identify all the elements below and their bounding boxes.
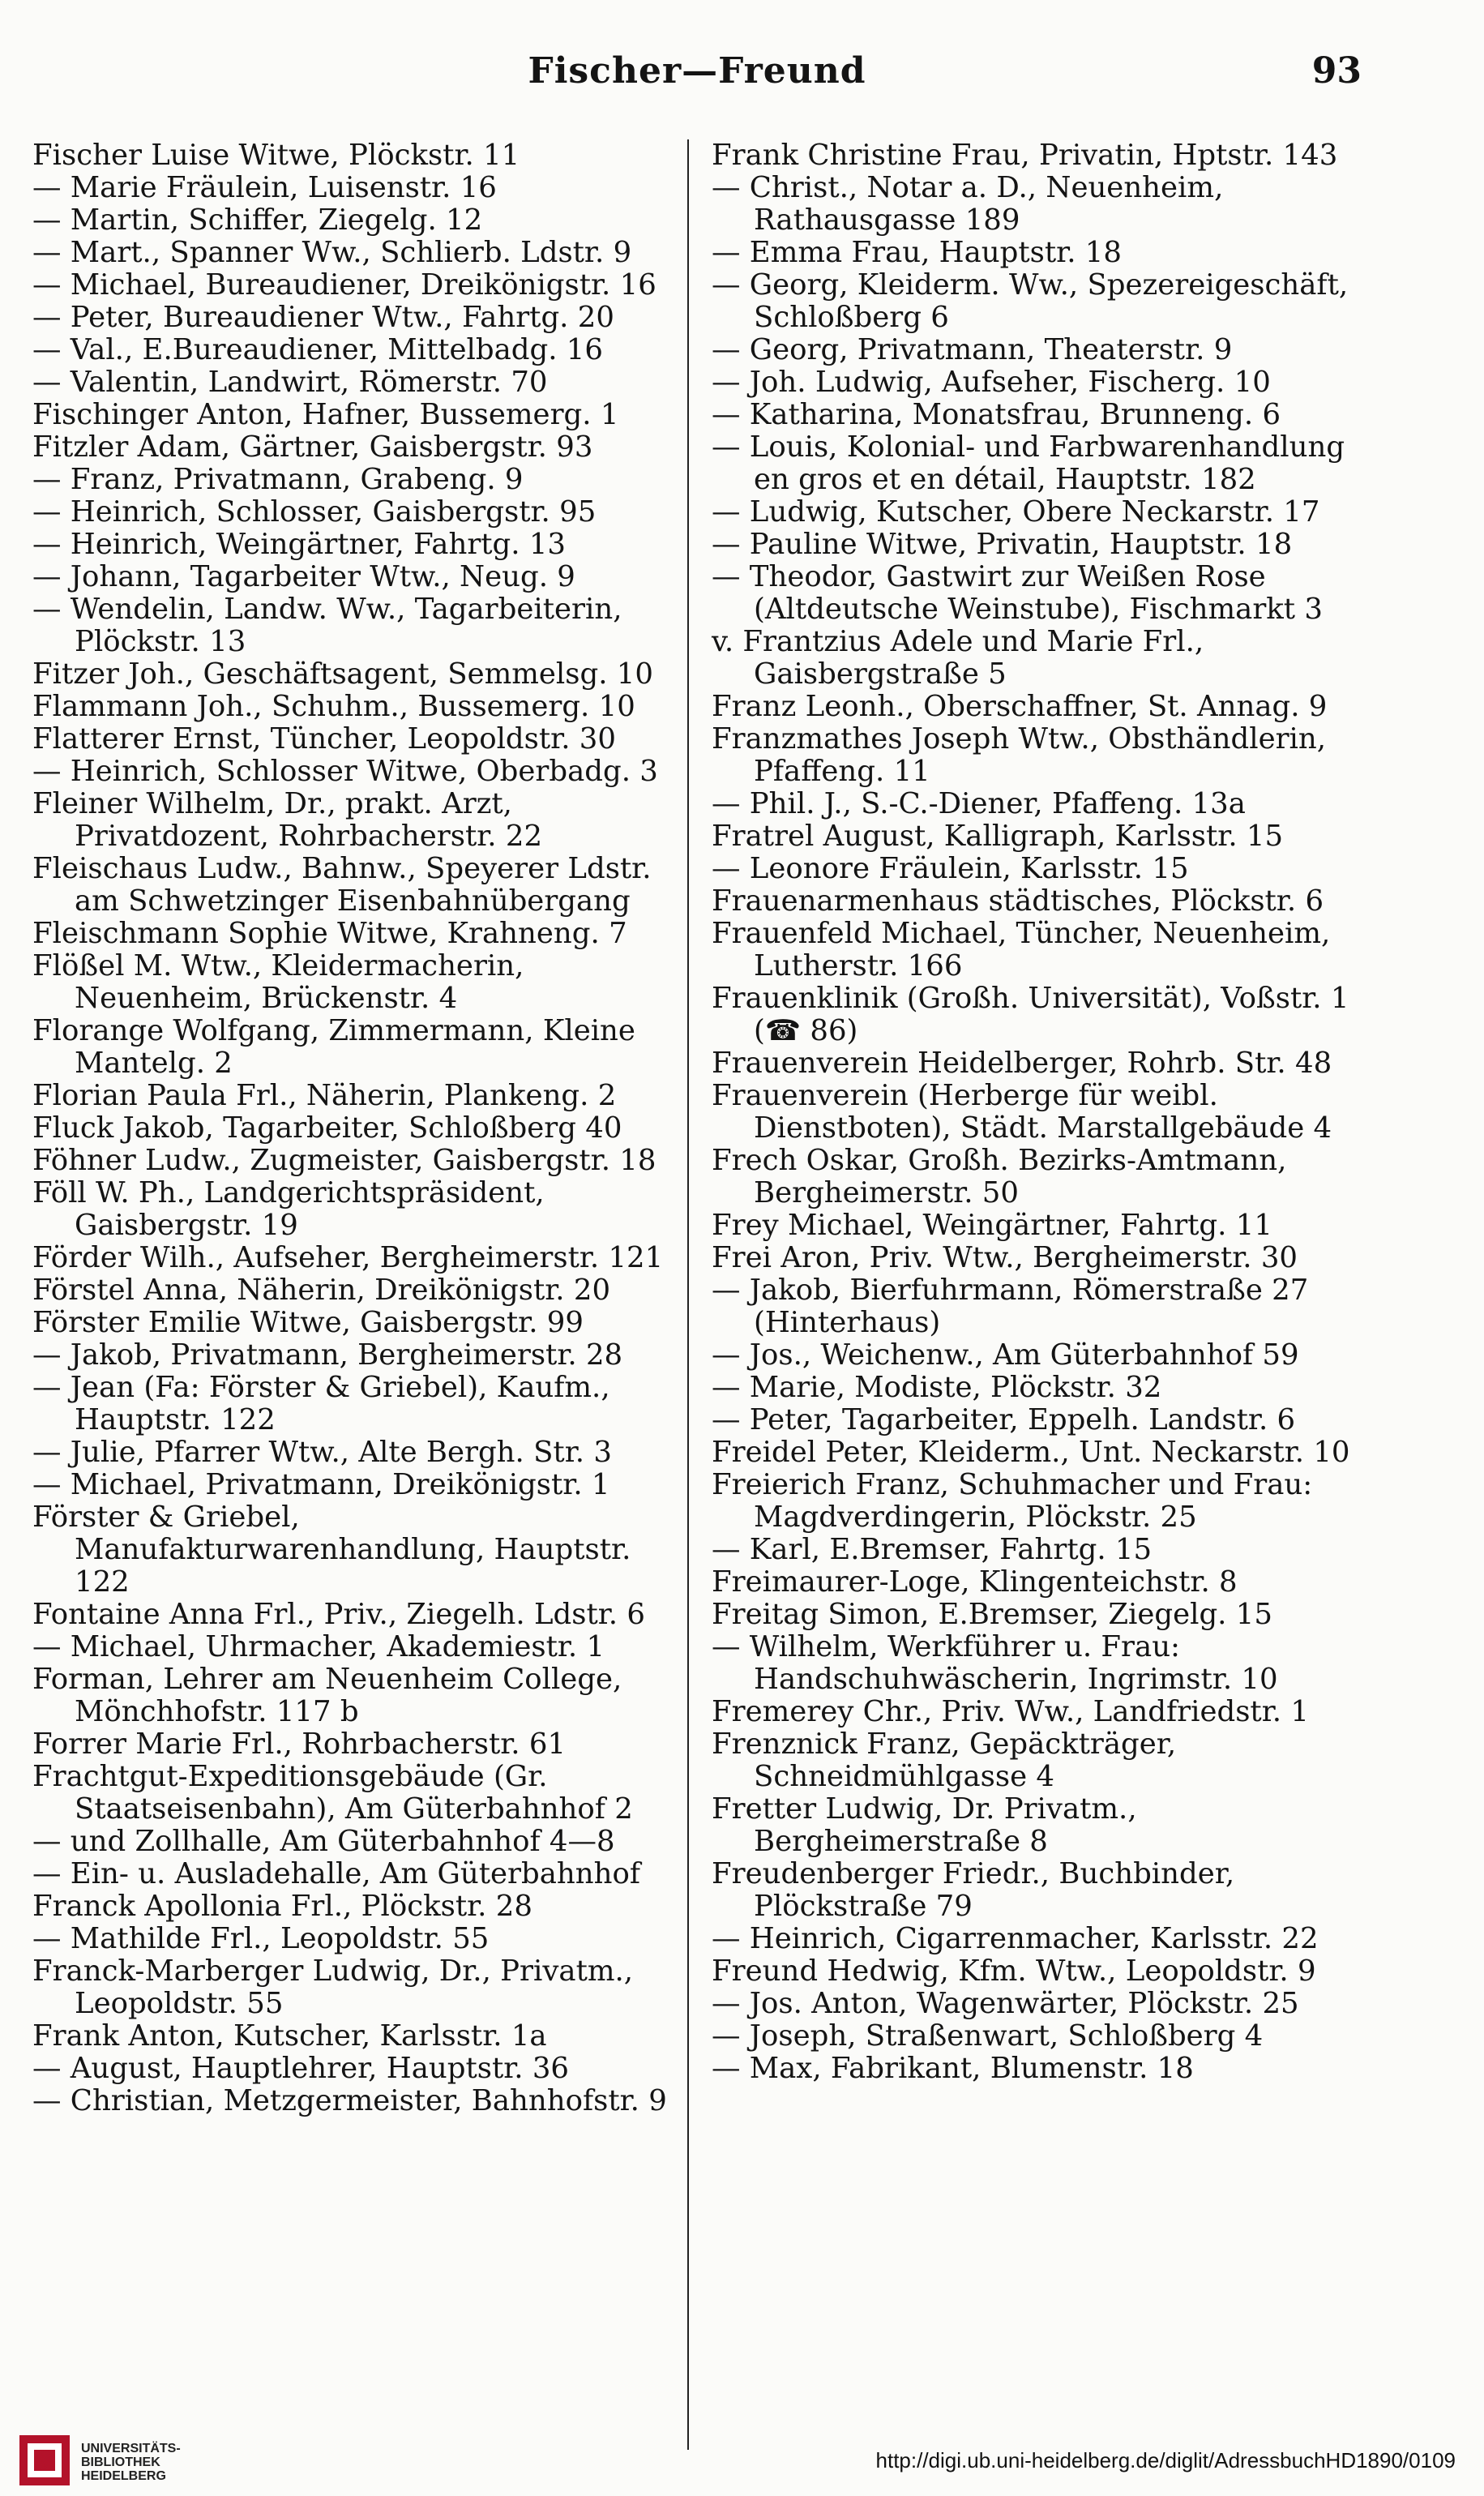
library-name-line-2: BIBLIOTHEK: [81, 2455, 160, 2469]
directory-entry: — Georg, Privatmann, Theaterstr. 9: [712, 333, 1233, 366]
directory-entry: Franz Leonh., Oberschaffner, St. Annag. 9: [712, 690, 1328, 723]
university-library-logo-icon: [16, 2432, 73, 2489]
directory-entry: — Jean (Fa: Förster & Griebel), Kaufm., Hauptstr. 122: [32, 1371, 610, 1436]
directory-entry: Forman, Lehrer am Neuenheim College, Mönchhofstr. 117 b: [32, 1663, 622, 1728]
directory-entry: — Georg, Kleiderm. Ww., Spezereigeschäft, Schloßberg 6: [712, 268, 1349, 334]
directory-entry: — Christ., Notar a. D., Neuenheim, Rathausgasse 189: [712, 171, 1224, 237]
directory-entry: Fretter Ludwig, Dr. Privatm., Bergheimerstraße 8: [712, 1792, 1137, 1858]
directory-entry: Frank Christine Frau, Privatin, Hptstr. 143: [712, 139, 1338, 172]
directory-entry: — August, Hauptlehrer, Hauptstr. 36: [32, 2052, 570, 2085]
directory-entry: — Phil. J., S.-C.-Diener, Pfaffeng. 13a: [712, 787, 1246, 820]
directory-entry: Florian Paula Frl., Näherin, Plankeng. 2: [32, 1079, 617, 1112]
directory-entry: — Louis, Kolonial- und Farbwarenhandlung en gros et en détail, Hauptstr. 182: [712, 430, 1345, 496]
directory-entry: Freidel Peter, Kleiderm., Unt. Neckarstr. 10: [712, 1436, 1350, 1469]
directory-entry: Fleischaus Ludw., Bahnw., Speyerer Ldstr. am Schwetzinger Eisenbahnübergang: [32, 852, 652, 918]
directory-entry: Freudenberger Friedr., Buchbinder, Plöckstraße 79: [712, 1857, 1235, 1923]
directory-entry: Frachtgut-Expeditionsgebäude (Gr. Staatseisenbahn), Am Güterbahnhof 2: [32, 1760, 633, 1826]
directory-entry: Frauenverein Heidelberger, Rohrb. Str. 48: [712, 1047, 1332, 1080]
directory-entry: Frauenarmenhaus städtisches, Plöckstr. 6: [712, 884, 1324, 918]
directory-entry: — Leonore Fräulein, Karlsstr. 15: [712, 852, 1189, 885]
directory-entry: Fluck Jakob, Tagarbeiter, Schloßberg 40: [32, 1111, 622, 1145]
directory-entry: Fitzler Adam, Gärtner, Gaisbergstr. 93: [32, 430, 593, 464]
directory-entry: Franck-Marberger Ludwig, Dr., Privatm., Leopoldstr. 55: [32, 1954, 634, 2020]
directory-entry: — Mart., Spanner Ww., Schlierb. Ldstr. 9: [32, 236, 632, 269]
left-column: [32, 139, 685, 2117]
directory-entry: — Valentin, Landwirt, Römerstr. 70: [32, 366, 548, 399]
directory-entry: — Jakob, Privatmann, Bergheimerstr. 28: [32, 1338, 623, 1372]
directory-entry: — Jakob, Bierfuhrmann, Römerstraße 27 (Hinterhaus): [712, 1274, 1309, 1339]
running-title: Fischer—Freund: [528, 50, 866, 92]
directory-entry: Frauenfeld Michael, Tüncher, Neuenheim, Lutherstr. 166: [712, 917, 1331, 983]
directory-entry: Frey Michael, Weingärtner, Fahrtg. 11: [712, 1209, 1272, 1242]
directory-entry: Förster & Griebel, Manufakturwarenhandlung, Hauptstr. 122: [32, 1501, 631, 1599]
footer: [0, 2424, 1484, 2496]
directory-entry: — Heinrich, Weingärtner, Fahrtg. 13: [32, 528, 567, 561]
library-name: [81, 2442, 181, 2483]
directory-entry: Förster Emilie Witwe, Gaisbergstr. 99: [32, 1306, 584, 1339]
directory-entry: Frauenklinik (Großh. Universität), Voßstr. 1 (☎ 86): [712, 982, 1349, 1047]
directory-entry: Florange Wolfgang, Zimmermann, Kleine Mantelg. 2: [32, 1014, 635, 1080]
source-url[interactable]: http://digi.ub.uni-heidelberg.de/diglit/AdressbuchHD1890/0109: [875, 2448, 1456, 2472]
directory-entry: — Joh. Ludwig, Aufseher, Fischerg. 10: [712, 366, 1271, 399]
directory-entry: Freund Hedwig, Kfm. Wtw., Leopoldstr. 9: [712, 1954, 1316, 1988]
directory-entry: Freierich Franz, Schuhmacher und Frau: Magdverdingerin, Plöckstr. 25: [712, 1468, 1313, 1534]
directory-entry: Frank Anton, Kutscher, Karlsstr. 1a: [32, 2019, 547, 2053]
directory-entry: Flammann Joh., Schuhm., Bussemerg. 10: [32, 690, 635, 723]
directory-entry: Flößel M. Wtw., Kleidermacherin, Neuenheim, Brückenstr. 4: [32, 949, 524, 1015]
directory-entry: — Christian, Metzgermeister, Bahnhofstr. 9: [32, 2084, 667, 2117]
directory-entry: — Heinrich, Cigarrenmacher, Karlsstr. 22: [712, 1922, 1319, 1955]
directory-entry: — Julie, Pfarrer Wtw., Alte Bergh. Str. 3: [32, 1436, 612, 1469]
directory-entry: Fischer Luise Witwe, Plöckstr. 11: [32, 139, 520, 172]
directory-entry: Forrer Marie Frl., Rohrbacherstr. 61: [32, 1728, 567, 1761]
directory-entry: — Heinrich, Schlosser, Gaisbergstr. 95: [32, 495, 597, 529]
directory-entry: Förstel Anna, Näherin, Dreikönigstr. 20: [32, 1274, 611, 1307]
directory-entry: — Wilhelm, Werkführer u. Frau: Handschuhwäscherin, Ingrimstr. 10: [712, 1630, 1278, 1696]
directory-entry: v. Frantzius Adele und Marie Frl., Gaisbergstraße 5: [712, 625, 1204, 691]
directory-entry: — Jos., Weichenw., Am Güterbahnhof 59: [712, 1338, 1299, 1372]
directory-entry: Freitag Simon, E.Bremser, Ziegelg. 15: [712, 1598, 1272, 1631]
directory-entry: — Wendelin, Landw. Ww., Tagarbeiterin, Plöckstr. 13: [32, 593, 622, 658]
directory-entry: Fischinger Anton, Hafner, Bussemerg. 1: [32, 398, 619, 431]
directory-entry: Fleiner Wilhelm, Dr., prakt. Arzt, Privatdozent, Rohrbacherstr. 22: [32, 787, 543, 853]
directory-entry: — Michael, Privatmann, Dreikönigstr. 1: [32, 1468, 610, 1501]
directory-entry: — Theodor, Gastwirt zur Weißen Rose (Altdeutsche Weinstube), Fischmarkt 3: [712, 560, 1323, 626]
directory-entry: Flatterer Ernst, Tüncher, Leopoldstr. 30: [32, 722, 616, 756]
directory-entry: — Marie Fräulein, Luisenstr. 16: [32, 171, 497, 204]
directory-entry: Frech Oskar, Großh. Bezirks-Amtmann, Bergheimerstr. 50: [712, 1144, 1287, 1209]
directory-entry: — Ludwig, Kutscher, Obere Neckarstr. 17: [712, 495, 1320, 529]
directory-entry: — Peter, Bureaudiener Wtw., Fahrtg. 20: [32, 301, 614, 334]
directory-entry: — Val., E.Bureaudiener, Mittelbadg. 16: [32, 333, 603, 366]
right-column: [712, 139, 1364, 2085]
directory-entry: — Martin, Schiffer, Ziegelg. 12: [32, 203, 483, 237]
directory-entry: — Michael, Uhrmacher, Akademiestr. 1: [32, 1630, 605, 1663]
directory-entry: — Emma Frau, Hauptstr. 18: [712, 236, 1122, 269]
directory-entry: Frei Aron, Priv. Wtw., Bergheimerstr. 30: [712, 1241, 1298, 1274]
directory-entry: — Peter, Tagarbeiter, Eppelh. Landstr. 6: [712, 1403, 1296, 1436]
directory-entry: Frauenverein (Herberge für weibl. Dienstboten), Städt. Marstallgebäude 4: [712, 1079, 1332, 1145]
library-name-line-1: UNIVERSITÄTS-: [81, 2442, 181, 2455]
directory-entry: — Jos. Anton, Wagenwärter, Plöckstr. 25: [712, 1987, 1299, 2020]
directory-entry: — Heinrich, Schlosser Witwe, Oberbadg. 3: [32, 755, 658, 788]
page-number: 93: [1311, 50, 1362, 92]
directory-entry: Fontaine Anna Frl., Priv., Ziegelh. Ldstr. 6: [32, 1598, 645, 1631]
directory-entry: — Michael, Bureaudiener, Dreikönigstr. 16: [32, 268, 656, 302]
directory-entry: — Katharina, Monatsfrau, Brunneng. 6: [712, 398, 1281, 431]
page-header: [32, 50, 1362, 99]
directory-entry: — Marie, Modiste, Plöckstr. 32: [712, 1371, 1162, 1404]
directory-entry: — Franz, Privatmann, Grabeng. 9: [32, 463, 524, 496]
directory-entry: Freimaurer-Loge, Klingenteichstr. 8: [712, 1565, 1238, 1599]
directory-entry: — Karl, E.Bremser, Fahrtg. 15: [712, 1533, 1153, 1566]
directory-entry: — und Zollhalle, Am Güterbahnhof 4—8: [32, 1825, 615, 1858]
directory-entry: Fremerey Chr., Priv. Ww., Landfriedstr. 1: [712, 1695, 1309, 1728]
directory-entry: Frenznick Franz, Gepäckträger, Schneidmühlgasse 4: [712, 1728, 1177, 1793]
directory-entry: Föhner Ludw., Zugmeister, Gaisbergstr. 18: [32, 1144, 656, 1177]
directory-entry: Franck Apollonia Frl., Plöckstr. 28: [32, 1890, 532, 1923]
directory-entry: Fratrel August, Kalligraph, Karlsstr. 15: [712, 820, 1284, 853]
directory-entry: — Joseph, Straßenwart, Schloßberg 4: [712, 2019, 1264, 2053]
directory-entry: — Pauline Witwe, Privatin, Hauptstr. 18: [712, 528, 1293, 561]
directory-entry: — Ein- u. Ausladehalle, Am Güterbahnhof: [32, 1857, 640, 1890]
directory-entry: — Johann, Tagarbeiter Wtw., Neug. 9: [32, 560, 575, 593]
directory-entry: Förder Wilh., Aufseher, Bergheimerstr. 121: [32, 1241, 664, 1274]
library-name-line-3: HEIDELBERG: [81, 2469, 166, 2483]
directory-entry: — Mathilde Frl., Leopoldstr. 55: [32, 1922, 490, 1955]
directory-entry: Fleischmann Sophie Witwe, Krahneng. 7: [32, 917, 627, 950]
directory-entry: — Max, Fabrikant, Blumenstr. 18: [712, 2052, 1194, 2085]
directory-entry: Franzmathes Joseph Wtw., Obsthändlerin, Pfaffeng. 11: [712, 722, 1327, 788]
column-divider: [687, 139, 689, 2450]
directory-entry: Föll W. Ph., Landgerichtspräsident, Gaisbergstr. 19: [32, 1176, 545, 1242]
directory-entry: Fitzer Joh., Geschäftsagent, Semmelsg. 10: [32, 657, 653, 691]
